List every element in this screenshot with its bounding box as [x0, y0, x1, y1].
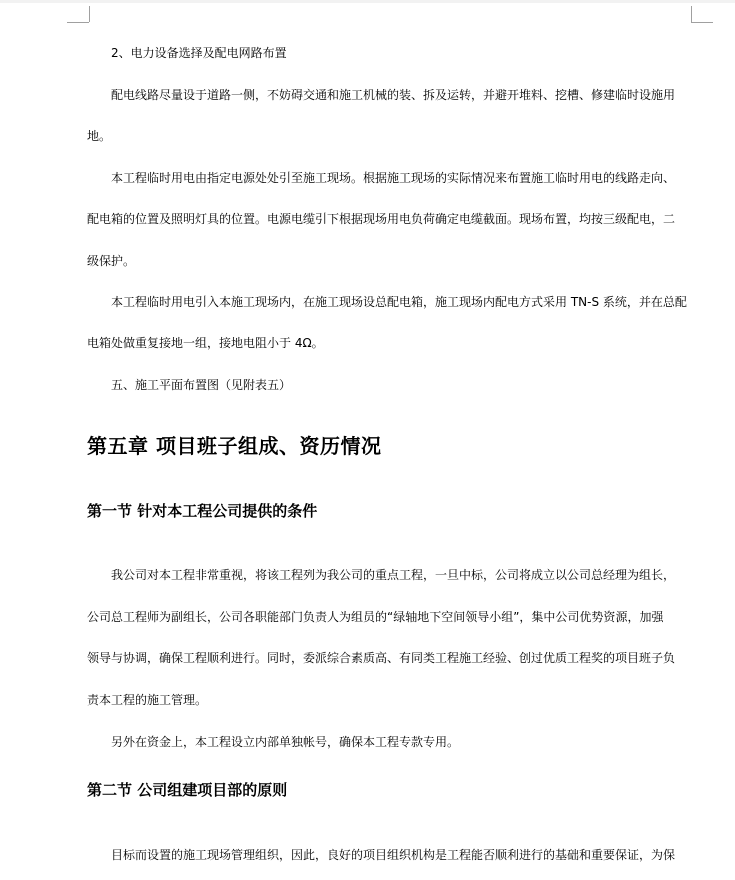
- section-title-1: 第一节 针对本工程公司提供的条件: [87, 502, 318, 520]
- paragraph-line: 目标而设置的施工现场管理组织，因此，良好的项目组织机构是工程能否顺利进行的基础和重要保证，为保: [111, 848, 676, 862]
- paragraph-line: 配电箱的位置及照明灯具的位置。电源电缆引下根据现场用电负荷确定电缆截面。现场布置，均按三级配电，二: [87, 212, 676, 226]
- paragraph-line: 地。: [87, 129, 112, 143]
- crop-mark-top-left-horizontal: [67, 22, 89, 23]
- paragraph-line: 领导与协调，确保工程顺利进行。同时，委派综合素质高、有同类工程施工经验、创过优质工程奖的项目班子负: [87, 651, 676, 665]
- page-top-edge: [0, 0, 735, 3]
- paragraph-line: 本工程临时用电由指定电源处处引至施工现场。根据施工现场的实际情况来布置施工临时用电的线路走向、: [111, 171, 676, 185]
- crop-mark-top-right-horizontal: [691, 22, 713, 23]
- subheading-power-equipment: 2、电力设备选择及配电网路布置: [111, 46, 287, 60]
- chapter-title: 第五章 项目班子组成、资历情况: [87, 434, 382, 458]
- paragraph-line: 责本工程的施工管理。: [87, 693, 208, 707]
- subheading-site-layout: 五、施工平面布置图（见附表五）: [111, 378, 292, 392]
- paragraph-line: 配电线路尽量设于道路一侧，不妨碍交通和施工机械的装、拆及运转，并避开堆料、挖槽、修建临时设施用: [111, 88, 676, 102]
- paragraph-line: 级保护。: [87, 254, 136, 268]
- crop-mark-top-right-vertical: [691, 6, 692, 22]
- paragraph-line: 我公司对本工程非常重视，将该工程列为我公司的重点工程，一旦中标，公司将成立以公司总经理为组长，: [111, 568, 676, 582]
- paragraph-line: 公司总工程师为副组长，公司各职能部门负责人为组员的“绿轴地下空间领导小组”，集中公司优势资源，加强: [87, 610, 664, 624]
- paragraph-line: 另外在资金上，本工程设立内部单独帐号，确保本工程专款专用。: [111, 735, 460, 749]
- paragraph-line: 电箱处做重复接地一组，接地电阻小于 4Ω。: [87, 336, 324, 350]
- crop-mark-top-left-vertical: [89, 6, 90, 22]
- paragraph-line: 本工程临时用电引入本施工现场内，在施工现场设总配电箱，施工现场内配电方式采用 TN-S 系统，并在总配: [111, 295, 687, 309]
- section-title-2: 第二节 公司组建项目部的原则: [87, 781, 288, 799]
